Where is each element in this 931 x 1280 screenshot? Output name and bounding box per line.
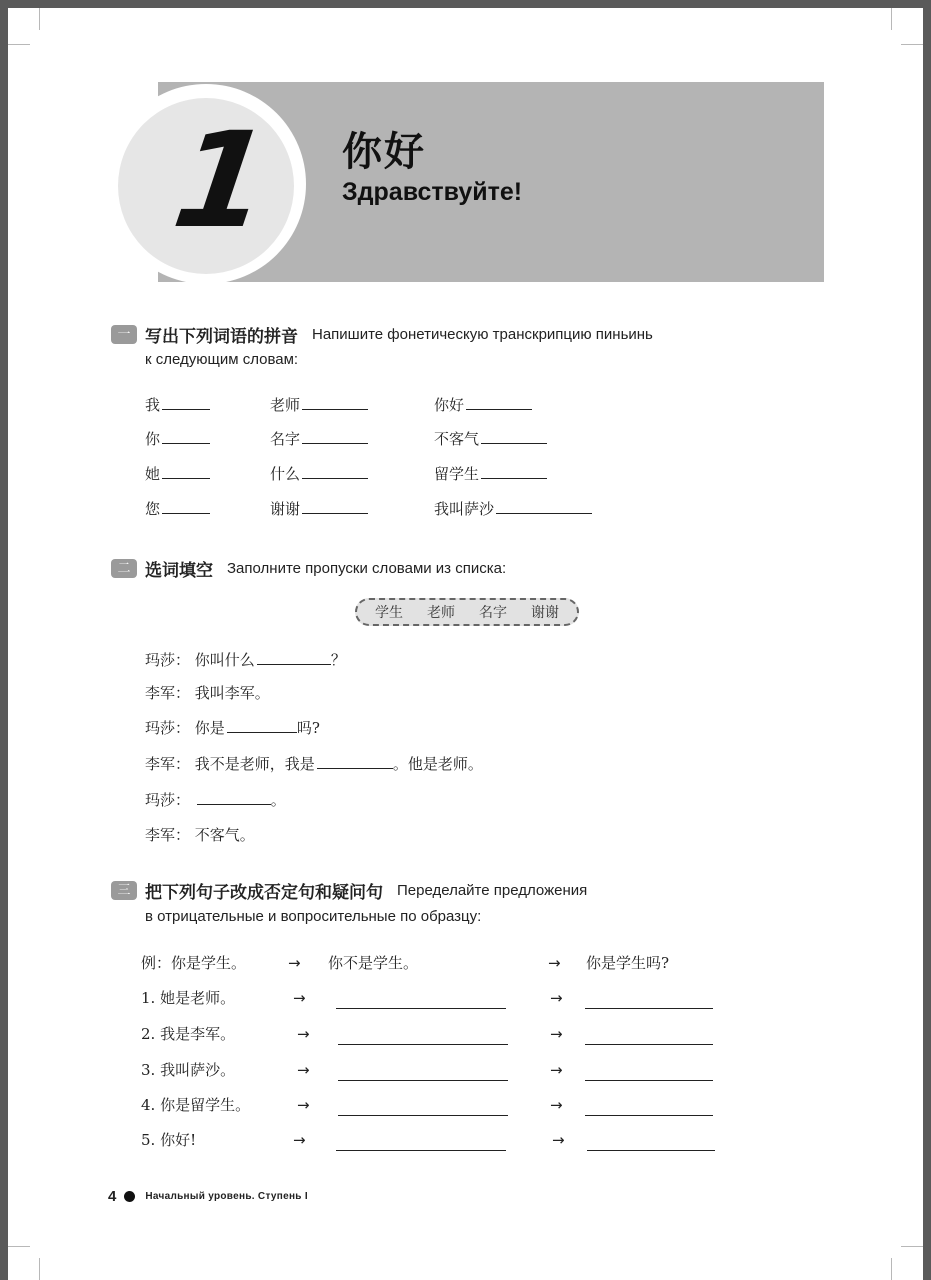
negative-answer-blank[interactable] [338, 1044, 508, 1045]
exercise-sentence: 4. 你是留学生。 [141, 1096, 251, 1114]
page-footer [108, 1188, 308, 1205]
pinyin-word: 你好 [434, 394, 532, 416]
arrow-icon: → [297, 1061, 310, 1079]
section1-heading [111, 322, 653, 347]
pinyin-word: 老师 [270, 394, 368, 416]
dialogue-line: 玛莎： 。 [145, 791, 286, 809]
section1-title-zh: 写出下列词语的拼音 [145, 327, 298, 347]
exercise-sentence: 5. 你好! [141, 1131, 197, 1149]
pinyin-word: 您 [145, 498, 210, 520]
negative-answer-blank[interactable] [338, 1080, 508, 1081]
section3-title-ru: Переделайте предложения [397, 882, 588, 899]
dialogue-line: 李军： 我不是老师，我是 。他是老师。 [145, 755, 483, 773]
pinyin-blank[interactable] [302, 499, 368, 514]
exercise-sentence: 1. 她是老师。 [141, 989, 236, 1007]
arrow-icon: → [550, 1061, 563, 1079]
crop-mark [8, 44, 30, 45]
question-answer-blank[interactable] [585, 1080, 713, 1081]
negative-answer-blank[interactable] [336, 1150, 506, 1151]
exercise-sentence: 3. 我叫萨沙。 [141, 1061, 236, 1079]
pinyin-word: 她 [145, 463, 210, 485]
arrow-icon: → [550, 1025, 563, 1043]
section3-title-ru-cont: в отрицательные и вопросительные по образцу: [145, 908, 482, 925]
pinyin-blank[interactable] [466, 395, 532, 410]
arrow-icon: → [293, 989, 306, 1007]
crop-mark [901, 44, 923, 45]
word-bank-item[interactable]: 学生 [375, 605, 403, 621]
pinyin-blank[interactable] [496, 499, 592, 514]
negative-answer-blank[interactable] [338, 1115, 508, 1116]
dialogue-blank[interactable] [257, 650, 331, 665]
pinyin-blank[interactable] [162, 464, 210, 479]
word-bank-item[interactable]: 名字 [479, 605, 507, 621]
section2-badge: 二 [111, 559, 137, 578]
lesson-title-zh: 你好 [342, 129, 426, 175]
question-answer-blank[interactable] [585, 1008, 713, 1009]
crop-mark [891, 1258, 892, 1280]
arrow-icon: → [297, 1025, 310, 1043]
arrow-icon: → [548, 954, 561, 972]
dialogue-blank[interactable] [317, 754, 393, 769]
arrow-icon: → [552, 1131, 565, 1149]
arrow-icon: → [550, 1096, 563, 1114]
section3-badge: 三 [111, 881, 137, 900]
lesson-number: 1 [165, 104, 279, 258]
crop-mark [39, 1258, 40, 1280]
crop-mark [39, 8, 40, 30]
dialogue-line: 李军： 我叫李军。 [145, 684, 270, 702]
pinyin-word: 名字 [270, 428, 368, 450]
section3-heading [111, 878, 587, 903]
arrow-icon: → [297, 1096, 310, 1114]
pinyin-blank[interactable] [162, 395, 210, 410]
crop-mark [8, 1246, 30, 1247]
pinyin-word: 我叫萨沙 [434, 498, 592, 520]
bullet-dot-icon [124, 1191, 135, 1202]
pinyin-word: 什么 [270, 463, 368, 485]
dialogue-blank[interactable] [197, 790, 271, 805]
negative-answer-blank[interactable] [336, 1008, 506, 1009]
example-question: 你是学生吗? [586, 954, 670, 972]
pinyin-blank[interactable] [481, 429, 547, 444]
crop-mark [901, 1246, 923, 1247]
dialogue-line: 玛莎： 你叫什么 ？ [145, 651, 346, 669]
pinyin-blank[interactable] [302, 464, 368, 479]
dialogue-line: 李军： 不客气。 [145, 826, 255, 844]
footer-text: Начальный уровень. Ступень I [145, 1191, 308, 1202]
example-sentence: 例：你是学生。 [141, 954, 247, 972]
question-answer-blank[interactable] [585, 1115, 713, 1116]
section1-title-ru: Напишите фонетическую транскрипцию пиньинь [312, 326, 653, 343]
question-answer-blank[interactable] [585, 1044, 713, 1045]
dialogue-line: 玛莎： 你是 吗? [145, 719, 320, 737]
exercise-sentence: 2. 我是李军。 [141, 1025, 236, 1043]
crop-mark [891, 8, 892, 30]
pinyin-blank[interactable] [162, 499, 210, 514]
section1-title-ru-cont: к следующим словам: [145, 351, 299, 368]
dialogue-blank[interactable] [227, 718, 297, 733]
question-answer-blank[interactable] [587, 1150, 715, 1151]
word-bank [355, 598, 579, 626]
pinyin-word: 我 [145, 394, 210, 416]
page-number: 4 [108, 1188, 117, 1205]
pinyin-word: 不客气 [434, 428, 547, 450]
section3-title-zh: 把下列句子改成否定句和疑问句 [145, 883, 383, 903]
pinyin-blank[interactable] [481, 464, 547, 479]
example-negative: 你不是学生。 [328, 954, 419, 972]
lesson-title-ru: Здравствуйте! [342, 178, 523, 206]
arrow-icon: → [550, 989, 563, 1007]
workbook-page [8, 8, 923, 1280]
pinyin-word: 你 [145, 428, 210, 450]
pinyin-word: 留学生 [434, 463, 547, 485]
pinyin-blank[interactable] [162, 429, 210, 444]
pinyin-word: 谢谢 [270, 498, 368, 520]
word-bank-item[interactable]: 老师 [427, 605, 455, 621]
section2-title-zh: 选词填空 [145, 561, 213, 581]
pinyin-blank[interactable] [302, 395, 368, 410]
word-bank-item[interactable]: 谢谢 [531, 605, 559, 621]
pinyin-blank[interactable] [302, 429, 368, 444]
section2-heading [111, 556, 506, 581]
arrow-icon: → [293, 1131, 306, 1149]
section2-title-ru: Заполните пропуски словами из списка: [227, 560, 507, 577]
arrow-icon: → [288, 954, 301, 972]
section1-badge: 一 [111, 325, 137, 344]
